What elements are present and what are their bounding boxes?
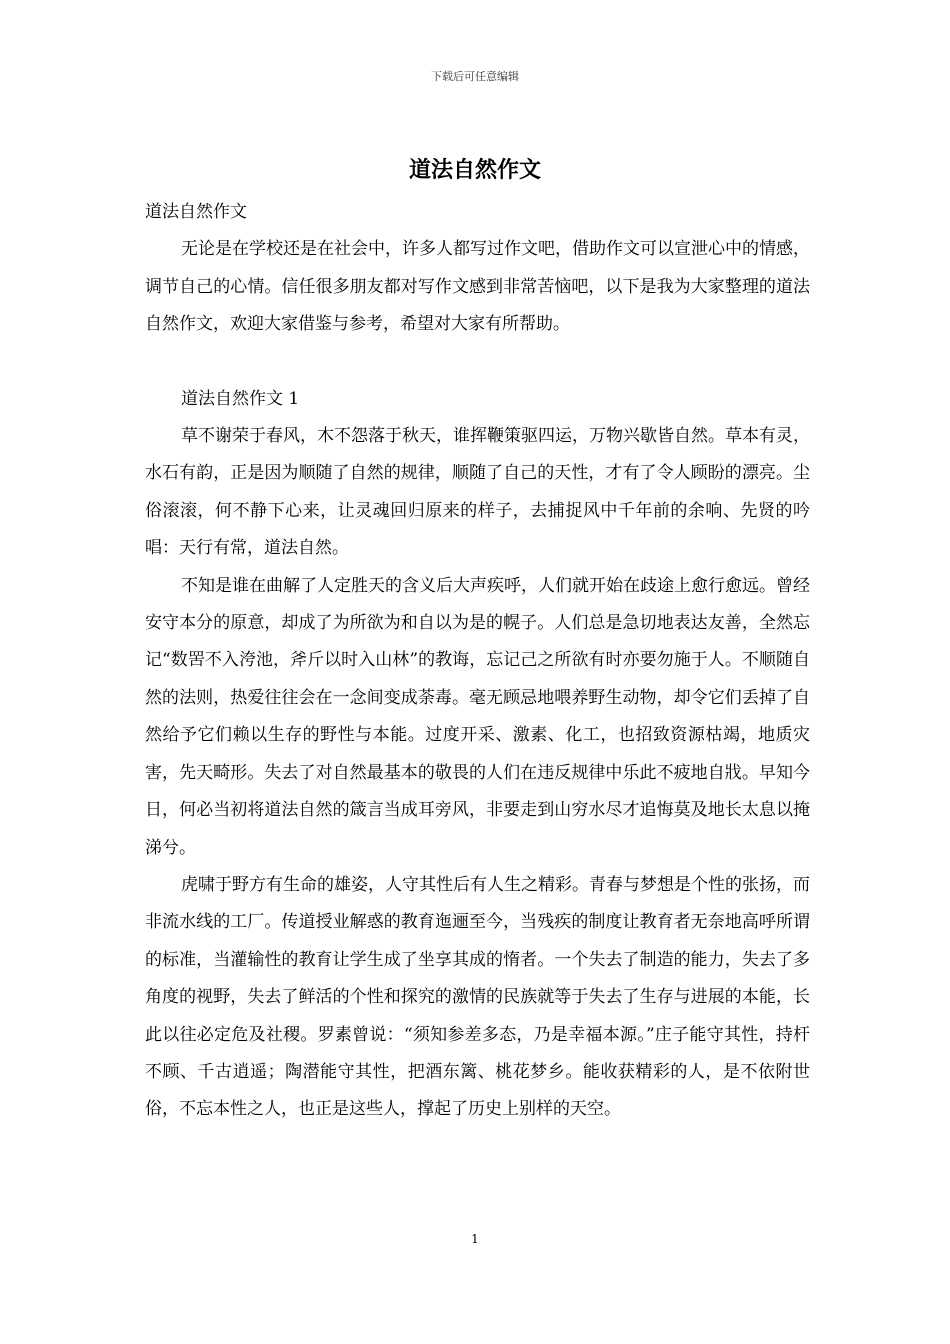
page-header-note: 下载后可任意编辑 <box>431 70 519 83</box>
section-heading: 道法自然作文 1 <box>181 388 300 409</box>
page-number: 1 <box>471 1232 479 1246</box>
intro-paragraph: 无论是在学校还是在社会中，许多人都写过作文吧，借助作文可以宣泄心中的情感，调节自己的心情。信任很多朋友都对写作文感到非常苦恼吧，以下是我为大家整理的道法自然作文，欢迎大家借鉴与参考，希望对大家有所帮助。 <box>145 239 810 335</box>
body-paragraph-3: 虎啸于野方有生命的雄姿，人守其性后有人生之精彩。青春与梦想是个性的张扬，而非流水线的工厂。传道授业解惑的教育迤逦至今，当残疾的制度让教育者无奈地高呼所谓的标准，当灌输性的教育让学生成了坐享其成的惰者。一个失去了制造的能力，失去了多角度的视野，失去了鲜活的个性和探究的激情的民族就等于失去了生存与进展的本能，长此以往必定危及社稷。罗素曾说：“须知参差多态，乃是幸福本源。”庄子能守其性，持杆不顾、千古逍遥；陶潜能守其性，把酒东篱、桃花梦乡。能收获精彩的人，是不依附世俗，不忘本性之人，也正是这些人，撑起了历史上别样的天空。 <box>145 874 810 1120</box>
document-subtitle: 道法自然作文 <box>145 202 247 222</box>
document-body <box>145 194 810 1129</box>
body-paragraph-1: 草不谢荣于春风，木不怨落于秋天，谁挥鞭策驱四运，万物兴歇皆自然。草本有灵，水石有韵，正是因为顺随了自然的规律，顺随了自己的天性，才有了令人顾盼的漂亮。尘俗滚滚，何不静下心来，让灵魂回归原来的样子，去捕捉风中千年前的余响、先贤的吟唱：天行有常，道法自然。 <box>145 426 810 559</box>
body-paragraph-2: 不知是谁在曲解了人定胜天的含义后大声疾呼，人们就开始在歧途上愈行愈远。曾经安守本分的原意，却成了为所欲为和自以为是的幌子。人们总是急切地表达友善，全然忘记“数罟不入洿池，斧斤以时入山林”的教诲，忘记己之所欲有时亦要勿施于人。不顺随自然的法则，热爱往往会在一念间变成荼毒。毫无顾忌地喂养野生动物，却令它们丢掉了自然给予它们赖以生存的野性与本能。过度开采、激素、化工，也招致资源枯竭，地质灾害，先天畸形。失去了对自然最基本的敬畏的人们在违反规律中乐此不疲地自戕。早知今日，何必当初将道法自然的箴言当成耳旁风，非要走到山穷水尽才追悔莫及地长太息以掩涕兮。 <box>145 575 810 858</box>
blank-line <box>145 344 810 381</box>
document-title: 道法自然作文 <box>408 157 541 183</box>
